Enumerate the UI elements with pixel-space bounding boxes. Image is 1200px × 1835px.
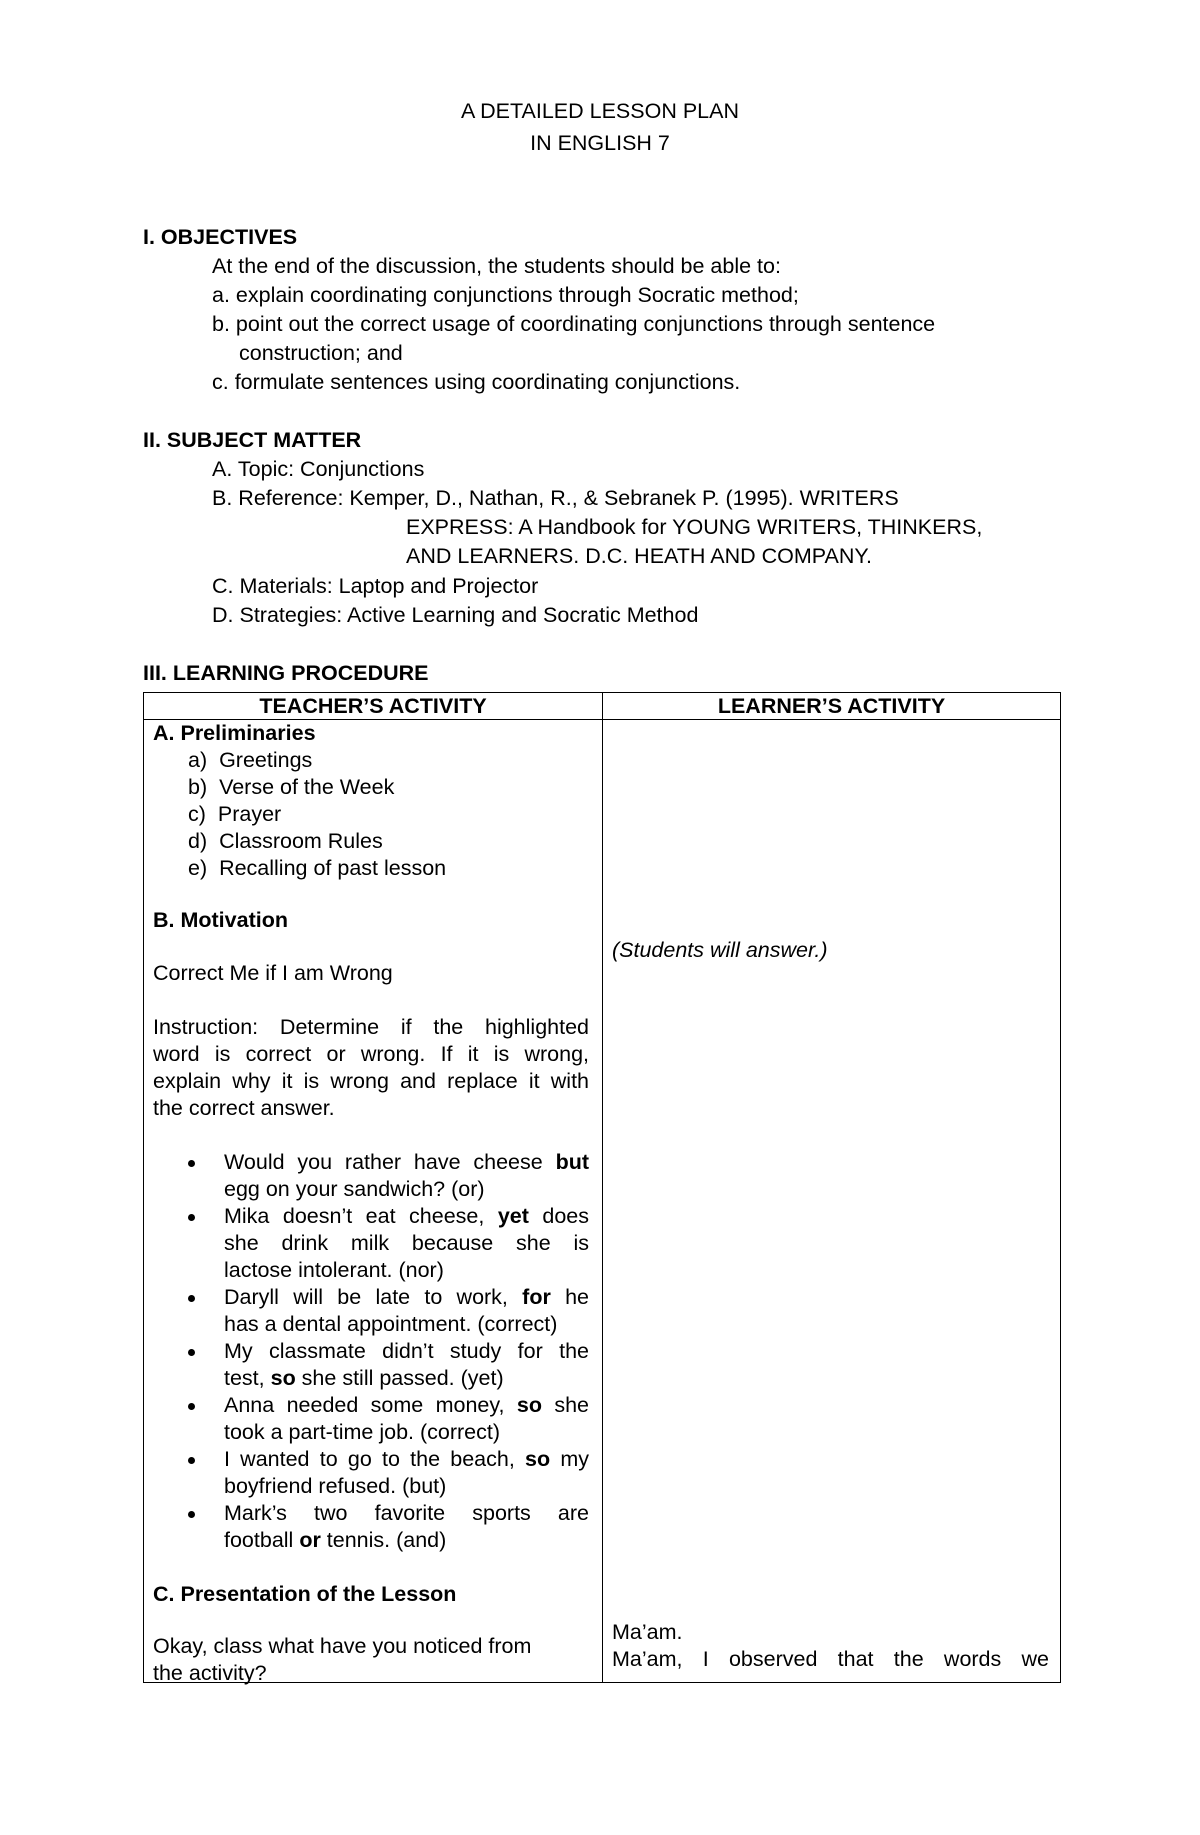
learner-answer: Ma’am. [612,1620,683,1644]
subject-reference-cont2: AND LEARNERS. D.C. HEATH AND COMPANY. [406,544,872,568]
bullet-icon [188,1403,195,1410]
bullet-icon [188,1511,195,1518]
prelim-item: e) Recalling of past lesson [188,856,447,880]
bullet-item: Mika doesn’t eat cheese, yet does she drink milk because she is lactose intolerant. (nor) [224,1204,589,1282]
prelim-item: d) Classroom Rules [188,829,383,853]
instruction-line: Instruction: Determine if the highlighted [153,1015,589,1039]
objective-c: c. formulate sentences using coordinating conjunctions. [212,370,741,394]
subject-matter-heading: II. SUBJECT MATTER [143,428,362,452]
subject-reference-cont: EXPRESS: A Handbook for YOUNG WRITERS, THINKERS, [406,515,983,539]
col-header-teacher: TEACHER’S ACTIVITY [259,694,487,718]
instruction-line: word is correct or wrong. If it is wrong, [153,1042,589,1066]
activity-title: Correct Me if I am Wrong [153,961,393,985]
objectives-intro: At the end of the discussion, the students should be able to: [212,254,781,278]
learner-answer: (Students will answer.) [612,938,828,962]
bullet-icon [188,1457,195,1464]
bullet-icon [188,1295,195,1302]
instruction-line: the correct answer. [153,1096,335,1120]
header-divider [144,719,1060,720]
col-header-learner: LEARNER’S ACTIVITY [717,694,946,718]
prelim-item: a) Greetings [188,748,313,772]
bullet-icon [188,1214,195,1221]
objective-b-cont: construction; and [239,341,403,365]
subject-topic: A. Topic: Conjunctions [212,457,425,481]
subject-reference: B. Reference: Kemper, D., Nathan, R., & Sebranek P. (1995). WRITERS [212,486,899,510]
procedure-table [143,692,1061,1683]
bullet-item: I wanted to go to the beach, so my boyfriend refused. (but) [224,1447,589,1498]
presentation-question: Okay, class what have you noticed from [153,1634,532,1658]
procedure-heading: III. LEARNING PROCEDURE [143,661,429,685]
objectives-heading: I. OBJECTIVES [143,225,298,249]
objective-a: a. explain coordinating conjunctions through Socratic method; [212,283,799,307]
page-title: A DETAILED LESSON PLAN [460,99,739,123]
subject-strategies: D. Strategies: Active Learning and Socratic Method [212,603,699,627]
prelim-item: b) Verse of the Week [188,775,395,799]
objective-b: b. point out the correct usage of coordinating conjunctions through sentence [212,312,936,336]
bullet-item: Anna needed some money, so she took a part-time job. (correct) [224,1393,589,1444]
bullet-item: Mark’s two favorite sports are football or tennis. (and) [224,1501,589,1552]
bullet-icon [188,1349,195,1356]
subject-materials: C. Materials: Laptop and Projector [212,574,539,598]
bullet-icon [188,1160,195,1167]
motivation-heading: B. Motivation [153,908,288,932]
bullet-item: Daryll will be late to work, for he has a dental appointment. (correct) [224,1285,589,1336]
preliminaries-heading: A. Preliminaries [153,721,316,745]
presentation-heading: C. Presentation of the Lesson [153,1582,457,1606]
bullet-item: My classmate didn’t study for the test, so she still passed. (yet) [224,1339,589,1390]
presentation-question-cont: the activity? [153,1661,267,1685]
column-divider [602,693,603,1682]
learner-answer: Ma’am, I observed that the words we [612,1647,1049,1671]
prelim-item: c) Prayer [188,802,282,826]
instruction-line: explain why it is wrong and replace it with [153,1069,589,1093]
bullet-item: Would you rather have cheese but egg on your sandwich? (or) [224,1150,589,1201]
instruction-text [153,1014,589,1122]
page-subtitle: IN ENGLISH 7 [530,131,670,155]
